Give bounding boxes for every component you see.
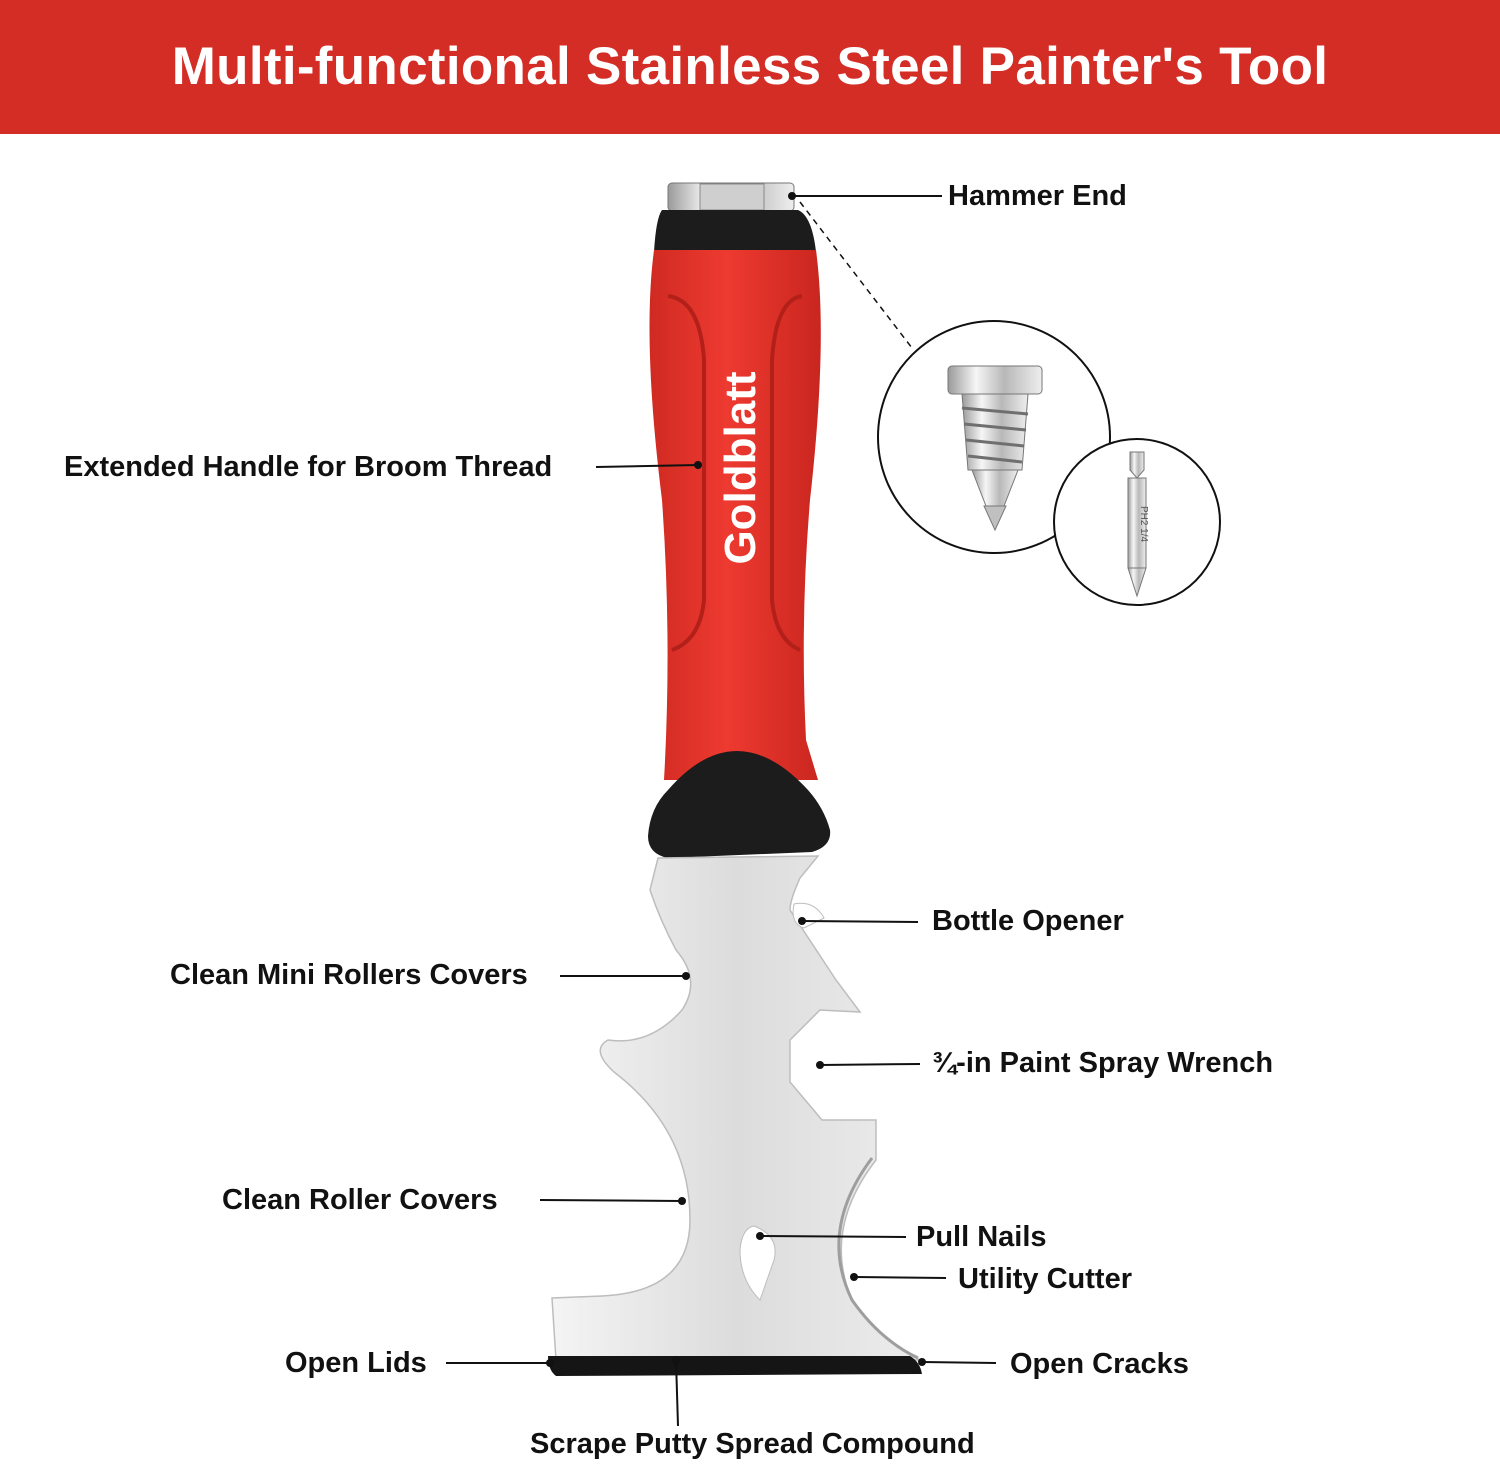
- scraper-edge: [548, 1356, 922, 1376]
- label-clean-mini-rollers: Clean Mini Rollers Covers: [170, 959, 528, 991]
- label-open-cracks: Open Cracks: [1010, 1348, 1189, 1380]
- label-clean-roller-covers: Clean Roller Covers: [222, 1184, 498, 1216]
- label-hammer-end: Hammer End: [948, 180, 1127, 212]
- label-paint-spray-wrench: ¾-in Paint Spray Wrench: [932, 1047, 1274, 1079]
- blade: [552, 856, 920, 1360]
- label-extended-handle: Extended Handle for Broom Thread: [64, 451, 553, 483]
- label-pull-nails: Pull Nails: [916, 1221, 1047, 1253]
- brand-logo: Goldblatt: [716, 371, 765, 565]
- handle-collar: [654, 210, 816, 252]
- bottle-opener-hole: [793, 903, 824, 928]
- hammer-end-cap: [668, 183, 794, 211]
- label-bottle-opener: Bottle Opener: [932, 905, 1124, 937]
- page-title: Multi-functional Stainless Steel Painter's Tool: [171, 37, 1329, 96]
- label-open-lids: Open Lids: [285, 1347, 427, 1379]
- label-utility-cutter: Utility Cutter: [958, 1263, 1132, 1295]
- label-scrape-putty: Scrape Putty Spread Compound: [530, 1428, 975, 1460]
- bit-marking: PH2 1/4: [1138, 505, 1149, 543]
